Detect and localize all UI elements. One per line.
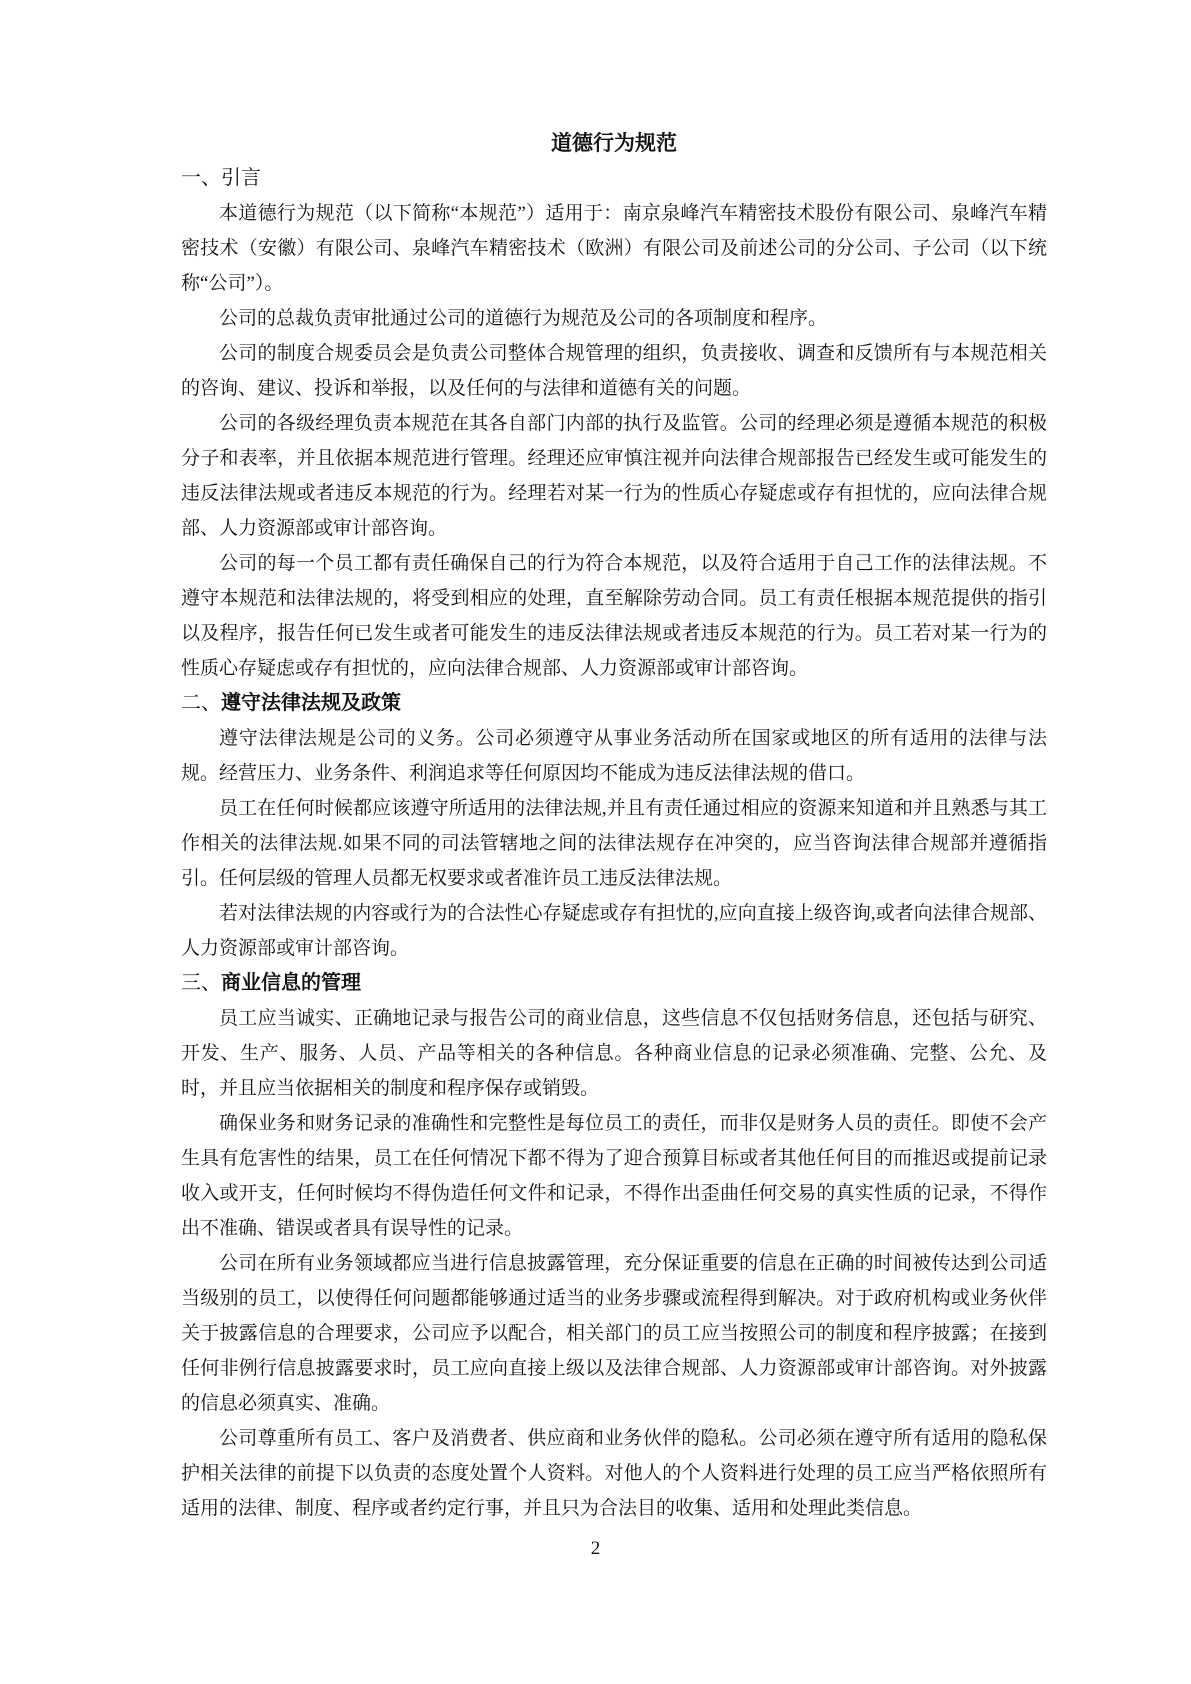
paragraph: 公司的制度合规委员会是负责公司整体合规管理的组织，负责接收、调查和反馈所有与本规范相关的咨询、建议、投诉和举报，以及任何的与法律和道德有关的问题。 — [181, 343, 1047, 399]
section-number: 三、 — [181, 972, 221, 994]
paragraph: 公司尊重所有员工、客户及消费者、供应商和业务伙伴的隐私。公司必须在遵守所有适用的隐私保护相关法律的前提下以负责的态度处置个人资料。对他人的个人资料进行处理的员工应当严格依照所有适用的法律、制度、程序或者约定行事，并且只为合法目的收集、适用和处理此类信息。 — [181, 1428, 1047, 1519]
section-title: 遵守法律法规及政策 — [221, 692, 401, 714]
section-number: 一、 — [181, 167, 221, 189]
paragraph: 确保业务和财务记录的准确性和完整性是每位员工的责任，而非仅是财务人员的责任。即使不会产生具有危害性的结果，员工在任何情况下都不得为了迎合预算目标或者其他任何目的而推迟或提前记录收入或开支，任何时候均不得伪造任何文件和记录，不得作出歪曲任何交易的真实性质的记录，不得作出不准确、错误或者具有误导性的记录。 — [181, 1113, 1047, 1239]
paragraph: 本道德行为规范（以下简称“本规范”）适用于：南京泉峰汽车精密技术股份有限公司、泉峰汽车精密技术（安徽）有限公司、泉峰汽车精密技术（欧洲）有限公司及前述公司的分公司、子公司（以下统称“公司”）。 — [181, 203, 1047, 294]
paragraph: 员工在任何时候都应该遵守所适用的法律法规,并且有责任通过相应的资源来知道和并且熟悉与其工作相关的法律法规.如果不同的司法管辖地之间的法律法规存在冲突的，应当咨询法律合规部并遵循指引。任何层级的管理人员都无权要求或者准许员工违反法律法规。 — [181, 798, 1047, 889]
document-content — [181, 126, 1047, 1526]
page-number: 2 — [590, 1538, 601, 1559]
section-title: 引言 — [221, 167, 261, 189]
section-heading-business-information — [181, 966, 1047, 1001]
section-heading-legal-compliance — [181, 686, 1047, 721]
paragraph: 遵守法律法规是公司的义务。公司必须遵守从事业务活动所在国家或地区的所有适用的法律与法规。经营压力、业务条件、利润追求等任何原因均不能成为违反法律法规的借口。 — [181, 728, 1047, 784]
paragraph: 公司的每一个员工都有责任确保自己的行为符合本规范，以及符合适用于自己工作的法律法规。不遵守本规范和法律法规的，将受到相应的处理，直至解除劳动合同。员工有责任根据本规范提供的指引以及程序，报告任何已发生或者可能发生的违反法律法规或者违反本规范的行为。员工若对某一行为的性质心存疑虑或存有担忧的，应向法律合规部、人力资源部或审计部咨询。 — [181, 553, 1047, 679]
paragraph: 员工应当诚实、正确地记录与报告公司的商业信息，这些信息不仅包括财务信息，还包括与研究、开发、生产、服务、人员、产品等相关的各种信息。各种商业信息的记录必须准确、完整、公允、及时，并且应当依据相关的制度和程序保存或销毁。 — [181, 1008, 1047, 1099]
paragraph: 公司的总裁负责审批通过公司的道德行为规范及公司的各项制度和程序。 — [219, 308, 828, 329]
paragraph: 若对法律法规的内容或行为的合法性心存疑虑或存有担忧的,应向直接上级咨询,或者向法律合规部、人力资源部或审计部咨询。 — [181, 903, 1047, 959]
paragraph: 公司在所有业务领域都应当进行信息披露管理，充分保证重要的信息在正确的时间被传达到公司适当级别的员工，以使得任何问题都能够通过适当的业务步骤或流程得到解决。对于政府机构或业务伙伴关于披露信息的合理要求，公司应予以配合，相关部门的员工应当按照公司的制度和程序披露；在接到任何非例行信息披露要求时，员工应向直接上级以及法律合规部、人力资源部或审计部咨询。对外披露的信息必须真实、准确。 — [181, 1253, 1047, 1414]
section-number: 二、 — [181, 692, 221, 714]
paragraph: 公司的各级经理负责本规范在其各自部门内部的执行及监管。公司的经理必须是遵循本规范的积极分子和表率，并且依据本规范进行管理。经理还应审慎注视并向法律合规部报告已经发生或可能发生的违反法律法规或者违反本规范的行为。经理若对某一行为的性质心存疑虑或存有担忧的，应向法律合规部、人力资源部或审计部咨询。 — [181, 413, 1047, 539]
section-title: 商业信息的管理 — [221, 972, 361, 994]
document-title: 道德行为规范 — [551, 131, 677, 155]
section-heading-introduction — [181, 161, 1047, 196]
